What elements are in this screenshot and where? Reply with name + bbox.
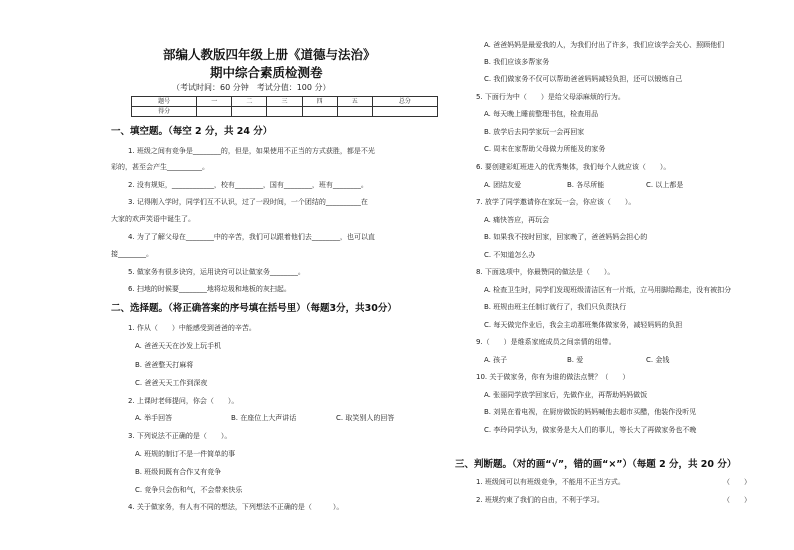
option-b: B. 各尽所能 (567, 181, 605, 189)
question-text: 接________。 (111, 250, 153, 258)
section-judge-heading: 三、判断题。（对的画“√”，错的画“×”）（每题 2 分，共 20 分） (455, 459, 737, 470)
option-c: C. 李玲同学认为，做家务是大人们的事儿，等长大了再做家务也不晚 (484, 426, 697, 434)
question-text: 2. 上课时老师提问，你会（ ）。 (128, 397, 239, 405)
score-table-header-row (132, 97, 438, 107)
option-c: C. 爸爸天天工作到深夜 (135, 379, 208, 387)
score-cell: 得分 (132, 107, 197, 117)
option-b: B. 刘晃在看电视，在厨房做饭的妈妈喊他去超市买醋，他装作没听见 (484, 408, 697, 416)
option-a: A. 每天晚上睡前整理书包，检查用品 (484, 110, 599, 118)
question-text: 3. 下列说法不正确的是（ ）。 (128, 432, 232, 440)
question-text: 3. 记得刚入学时，同学们互不认识，过了一段时间，一个团结的__________在 (128, 198, 368, 206)
option-c: C. 我们做家务不仅可以帮助爸爸妈妈减轻负担，还可以锻炼自己 (484, 75, 683, 83)
question-text: 5. 下面行为中（ ）是给父母添麻烦的行为。 (476, 93, 625, 101)
section-choice-heading: 二、选择题。（将正确答案的序号填在括号里）（每题3分，共30分） (111, 303, 397, 314)
option-b: B. 如果我不按时回家，回家晚了，爸爸妈妈会担心的 (484, 233, 648, 241)
score-input-cell[interactable] (267, 107, 302, 117)
page-subtitle: 期中综合素质检测卷 (210, 65, 323, 80)
score-input-cell[interactable] (232, 107, 267, 117)
option-a: A. 爸爸妈妈是最爱我的人，为我们付出了许多，我们应该学会关心、照顾他们 (484, 41, 725, 49)
answer-parentheses[interactable]: （ ） (723, 478, 751, 486)
option-b: B. 班规由班主任制订就行了，我们只负责执行 (484, 303, 627, 311)
option-a: A. 团结友爱 (484, 181, 522, 189)
score-cell: 二 (232, 97, 267, 107)
question-text: 2. 班规约束了我们的自由，不利于学习。 (476, 496, 604, 504)
question-text: 4. 关于做家务，有人有不同的想法，下列想法不正确的是（ ）。 (128, 503, 344, 511)
score-input-cell[interactable] (372, 107, 437, 117)
question-text: 4. 为了了解父母在________中的辛苦，我们可以跟着他们去________，也可以直 (128, 233, 375, 241)
question-text: 2. 没有规矩，____________，校有________，国有________，班有________。 (128, 181, 368, 189)
question-text: 6. 扫地的时候要________地将垃圾和地板的灰扫起。 (128, 285, 291, 293)
option-a: A. 痛快答应，再玩会 (484, 216, 550, 224)
question-text: 7. 放学了同学邀请你在家玩一会，你应该（ ）。 (476, 198, 636, 206)
option-c: C. 每天做完作业后，我会主动那班集体做家务，减轻妈妈的负担 (484, 321, 683, 329)
option-a: A. 孩子 (484, 356, 508, 364)
option-c: C. 竞争只会伤和气，不会带来快乐 (135, 486, 243, 494)
question-text: 5. 做家务有很多诀窍，运用诀窍可以让做家务________。 (128, 268, 305, 276)
score-cell: 五 (337, 97, 372, 107)
option-b: B. 爸爸整天打麻将 (135, 361, 194, 369)
score-input-cell[interactable] (197, 107, 232, 117)
score-table (131, 96, 438, 117)
section-fill-blank-heading: 一、填空题。（每空 2 分，共 24 分） (111, 126, 273, 137)
score-cell: 题号 (132, 97, 197, 107)
question-text: 1. 班级间可以有班级竞争，不能用不正当方式。 (476, 478, 625, 486)
score-input-cell[interactable] (337, 107, 372, 117)
option-a: A. 张丽同学放学回家后，先做作业，再帮助妈妈做饭 (484, 391, 648, 399)
score-cell: 总分 (372, 97, 437, 107)
score-cell: 一 (197, 97, 232, 107)
option-a: A. 爸爸天天在沙发上玩手机 (135, 342, 222, 350)
option-c: C. 金钱 (646, 356, 670, 364)
option-b: B. 我们应该多帮家务 (484, 58, 550, 66)
question-text: 彩的，甚至会产生__________。 (111, 163, 209, 171)
option-a: A. 检查卫生时，同学们发现班级清洁区有一片纸，立马用脚给踢走，没有被扣分 (484, 286, 732, 294)
option-b: B. 放学后去同学家玩一会再回家 (484, 128, 585, 136)
page-title: 部编人教版四年级上册《道德与法治》 (163, 47, 376, 62)
question-text: 1. 班级之间有竞争是________的，但是，如果使用不正当的方式获胜，都是不光 (128, 147, 375, 155)
option-b: B. 爱 (567, 356, 584, 364)
option-b: B. 班级间既有合作又有竞争 (135, 468, 222, 476)
option-a: A. 班规的制订不是一件简单的事 (135, 450, 236, 458)
option-c: C. 不知道怎么办 (484, 251, 536, 259)
score-cell: 三 (267, 97, 302, 107)
question-text: 1. 作从（ ）中能感受到爸爸的辛苦。 (128, 324, 256, 332)
score-cell: 四 (302, 97, 337, 107)
question-text: 9.（ ）是维系家庭成员之间亲情的纽带。 (476, 338, 616, 346)
option-c: C. 以上都是 (646, 181, 684, 189)
exam-info: （考试时间：60 分钟 考试分值：100 分） (172, 83, 331, 92)
score-input-cell[interactable] (302, 107, 337, 117)
question-text: 大家的欢声笑语中诞生了。 (111, 215, 195, 223)
question-text: 10. 关于做家务，你有为谁的做法点赞？（ ） (476, 373, 630, 381)
option-a: A. 举手回答 (135, 414, 173, 422)
answer-parentheses[interactable]: （ ） (723, 496, 751, 504)
option-b: B. 在座位上大声讲话 (231, 414, 297, 422)
question-text: 8. 下面选项中，你最赞同的做法是（ ）。 (476, 268, 615, 276)
score-table-score-row (132, 107, 438, 117)
option-c: C. 周末在家帮助父母做力所能及的家务 (484, 145, 606, 153)
question-text: 6. 要创建彩虹班进入的优秀集体，我们每个人就应该（ ）。 (476, 163, 671, 171)
option-c: C. 取笑别人的回答 (336, 414, 395, 422)
